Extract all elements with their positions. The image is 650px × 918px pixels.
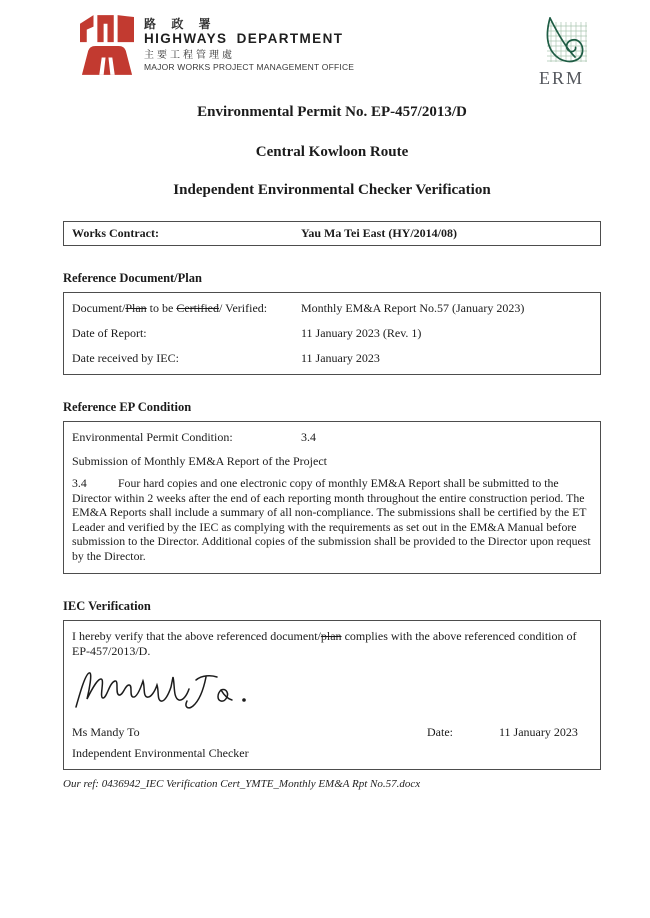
date-label: Date: bbox=[427, 724, 453, 739]
condition-value: 3.4 bbox=[301, 430, 316, 444]
permit-number-title: Environmental Permit No. EP-457/2013/D bbox=[197, 104, 467, 120]
table-row bbox=[72, 346, 592, 371]
project-title: Central Kowloon Route bbox=[255, 144, 409, 160]
row-label: Document/Plan to be Certified/ Verified: bbox=[72, 301, 268, 315]
hyd-english-name: HIGHWAYS DEPARTMENT bbox=[144, 31, 344, 46]
condition-subject: Submission of Monthly EM&A Report of the Project bbox=[72, 454, 327, 468]
works-contract-label: Works Contract: bbox=[72, 226, 159, 240]
highways-department-logo-icon bbox=[80, 14, 134, 81]
clause-number: 3.4 bbox=[72, 476, 87, 490]
condition-label: Environmental Permit Condition: bbox=[72, 430, 233, 444]
struck-word: Certified bbox=[176, 301, 219, 315]
table-row bbox=[72, 428, 592, 447]
reference-document-box bbox=[63, 292, 601, 375]
condition-clause bbox=[72, 476, 592, 564]
reference-document-heading: Reference Document/Plan bbox=[63, 271, 202, 285]
highways-department-titles bbox=[144, 14, 354, 73]
iec-verification-box bbox=[63, 620, 601, 770]
iec-verification-heading: IEC Verification bbox=[63, 598, 151, 613]
hyd-english-office: MAJOR WORKS PROJECT MANAGEMENT OFFICE bbox=[144, 62, 355, 72]
works-contract-box bbox=[63, 221, 601, 246]
row-value: 11 January 2023 (Rev. 1) bbox=[301, 326, 422, 340]
table-row bbox=[72, 296, 592, 321]
document-title: Independent Environmental Checker Verification bbox=[173, 182, 491, 198]
struck-word: plan bbox=[320, 628, 342, 643]
erm-wordmark: ERM bbox=[539, 68, 585, 88]
reference-ep-condition-heading: Reference EP Condition bbox=[63, 400, 192, 414]
row-value: Monthly EM&A Report No.57 (January 2023) bbox=[301, 301, 525, 315]
date-value: 11 January 2023 bbox=[499, 724, 578, 739]
row-value: 11 January 2023 bbox=[301, 351, 380, 365]
hyd-chinese-office: 主要工程管理處 bbox=[144, 50, 235, 61]
page-header bbox=[80, 14, 601, 88]
reference-ep-condition-box bbox=[63, 421, 601, 574]
hyd-chinese-name: 路 政 署 bbox=[144, 17, 217, 31]
row-label: Date received by IEC: bbox=[72, 351, 179, 365]
signature-row bbox=[72, 725, 592, 740]
erm-spiral-icon bbox=[539, 16, 591, 66]
clause-text: Four hard copies and one electronic copy of monthly EM&A Report shall be submitted to the Director within 2 weeks after the end of each reporting month throughout the entire construction period. The EM&A Reports shall include a summary of all non-compliance. The submissions shall be certified by the ET Leader and verified by the IEC as complying with the requirements as set out in the EM&A Manual before submission to the Director. Additional copies of the submission shall be provided to the Director upon request by the Director. bbox=[72, 476, 591, 563]
signatory-name: Ms Mandy To bbox=[72, 724, 140, 739]
signatory-title: Independent Environmental Checker bbox=[72, 745, 249, 760]
row-label: Date of Report: bbox=[72, 326, 147, 340]
signature-image bbox=[72, 667, 592, 717]
works-contract-value: Yau Ma Tei East (HY/2014/08) bbox=[301, 226, 458, 240]
our-ref-footer: Our ref: 0436942_IEC Verification Cert_YMTE_Monthly EM&A Rpt No.57.docx bbox=[63, 777, 421, 790]
table-row bbox=[72, 321, 592, 346]
struck-word: Plan bbox=[125, 301, 147, 315]
erm-logo bbox=[539, 14, 601, 87]
verification-statement: I hereby verify that the above referenced document/plan complies with the above referenced condition of EP-457/2013/D. bbox=[72, 628, 577, 658]
